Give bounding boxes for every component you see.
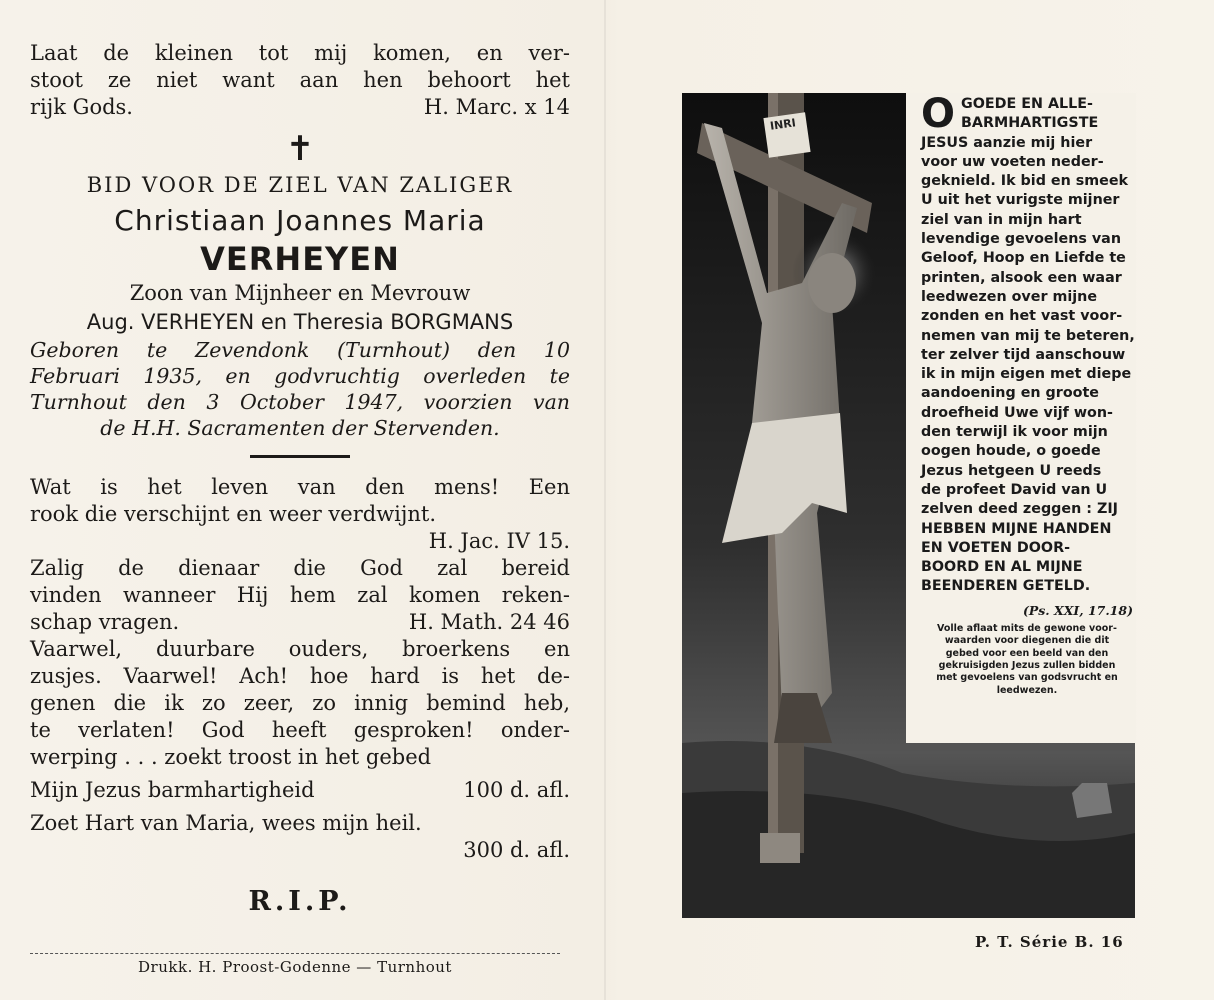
indulgence-note-line: met gevoelens van godsvrucht en [936, 672, 1118, 684]
verse-reference: H. Jac. IV 15. [428, 529, 570, 553]
prayer-line: ik in mijn eigen met diepe [921, 366, 1132, 383]
indulgence-note-line: waarden voor diegenen die dit [944, 635, 1110, 647]
indulgence-row [30, 777, 570, 804]
divider [250, 455, 350, 458]
birth-death-info [30, 337, 570, 441]
prayer-line: ziel van in mijn hart [921, 211, 1082, 228]
prayer-request-heading: BID VOOR DE ZIEL VAN ZALIGER [86, 173, 514, 197]
prayer-line: Geloof, Hoop en Liefde te [921, 250, 1126, 267]
prayer-line: EN VOETEN DOOR- [921, 539, 1071, 556]
farewell-line: zusjes. Vaarwel! Ach! hoe hard is het de- [30, 664, 570, 688]
farewell-text [30, 636, 570, 771]
deceased-given-names: Christiaan Joannes Maria [114, 204, 486, 237]
inri-plaque: INRI [769, 116, 797, 133]
verse-line: vinden wanneer Hij hem zal komen reken- [30, 583, 570, 607]
prayer-line: BOORD EN AL MIJNE [921, 559, 1083, 576]
prayer-line: droefheid Uwe vijf won- [921, 404, 1113, 421]
prayer-line: ter zelver tijd aanschouw [921, 346, 1126, 363]
verse-line: Laat de kleinen tot mij komen, en ver- [30, 41, 570, 65]
drop-cap: O [921, 91, 956, 137]
verse-line: schap vragen. [30, 610, 180, 634]
birth-line: de H.H. Sacramenten der Stervenden. [100, 416, 500, 440]
series-number: P. T. Série B. 16 [975, 933, 1124, 951]
prayer-text [921, 91, 1135, 697]
life-verse [30, 474, 570, 555]
farewell-line: Vaarwel, duurbare ouders, broerkens en [30, 637, 570, 661]
psalm-reference: (Ps. XXI, 17.18) [1022, 602, 1133, 618]
prayer-line: BARMHARTIGSTE [961, 115, 1099, 132]
verse-line: Zalig de dienaar die God zal bereid [30, 556, 570, 580]
deceased-surname: VERHEYEN [200, 240, 400, 278]
rip-text: R.I.P. [248, 886, 352, 917]
indulgence-note-line: gebed voor een beeld van den [945, 647, 1109, 659]
prayer-line: de profeet David van U [921, 481, 1108, 498]
prayer-line: voor uw voeten neder- [921, 153, 1104, 170]
verse-reference: H. Math. 24 46 [408, 610, 570, 634]
farewell-line: te verlaten! God heeft gesproken! onder- [30, 718, 570, 742]
prayer-line: oogen houde, o goede [921, 443, 1101, 460]
card-fold [604, 0, 606, 1000]
verse-reference: H. Marc. x 14 [423, 95, 570, 119]
prayer-line: leedwezen over mijne [921, 288, 1098, 305]
verse-line: rook die verschijnt en weer verdwijnt. [30, 502, 437, 526]
prayer-line: zelven deed zeggen : ZIJ [921, 501, 1118, 518]
son-of-line: Zoon van Mijnheer en Mevrouw [129, 281, 471, 305]
indulgence-text: Zoet Hart van Maria, wees mijn heil. [30, 811, 422, 835]
prayer-line: nemen van mij te beteren, [921, 327, 1135, 344]
left-panel [30, 40, 570, 917]
opening-verse [30, 40, 570, 121]
prayer-line: JESUS aanzie mij hier [921, 134, 1093, 151]
prayer-line: BEENDEREN GETELD. [921, 578, 1091, 595]
indulgence-note-line: gekruisigden Jezus zullen bidden [938, 659, 1116, 671]
prayer-line: printen, alsook een waar [921, 269, 1122, 286]
parents-names: Aug. VERHEYEN en Theresia BORGMANS [86, 310, 514, 334]
indulgence-text: Mijn Jezus barmhartigheid [30, 778, 315, 802]
prayer-line: den terwijl ik voor mijn [921, 424, 1108, 441]
prayer-line: HEBBEN MIJNE HANDEN [921, 520, 1112, 537]
verse-line: Wat is het leven van den mens! Een [30, 475, 570, 499]
verse-line: stoot ze niet want aan hen behoort het [30, 68, 570, 92]
farewell-line: genen die ik zo zeer, zo innig bemind heb, [30, 691, 570, 715]
prayer-line: U uit het vurigste mijner [921, 192, 1120, 209]
indulgence-note [921, 623, 1133, 697]
indulgence-note-line: leedwezen. [996, 684, 1058, 696]
cross-icon: ✝ [285, 129, 315, 169]
indulgence-value: 100 d. afl. [463, 778, 570, 802]
birth-line: Geboren te Zevendonk (Turnhout) den 10 [30, 338, 570, 362]
prayer-line: levendige gevoelens van [921, 231, 1122, 248]
prayer-line: geknield. Ik bid en smeek [921, 173, 1129, 190]
birth-line: Februari 1935, en godvruchtig overleden te [30, 364, 570, 388]
prayer-line: aandoening en groote [921, 385, 1100, 402]
printer-credit: Drukk. H. Proost-Godenne — Turnhout [30, 953, 560, 976]
verse-line: rijk Gods. [30, 95, 133, 119]
prayer-line: Jezus hetgeen U reeds [921, 462, 1102, 479]
farewell-line: werping . . . zoekt troost in het gebed [30, 745, 432, 769]
servant-verse [30, 555, 570, 636]
prayer-line: GOEDE EN ALLE- [961, 96, 1093, 112]
prayer-line: zonden en het vast voor- [921, 308, 1123, 325]
indulgence-value: 300 d. afl. [463, 838, 570, 862]
indulgence-note-line: Volle aflaat mits de gewone voor- [937, 623, 1117, 635]
birth-line: Turnhout den 3 October 1947, voorzien van [30, 390, 570, 414]
